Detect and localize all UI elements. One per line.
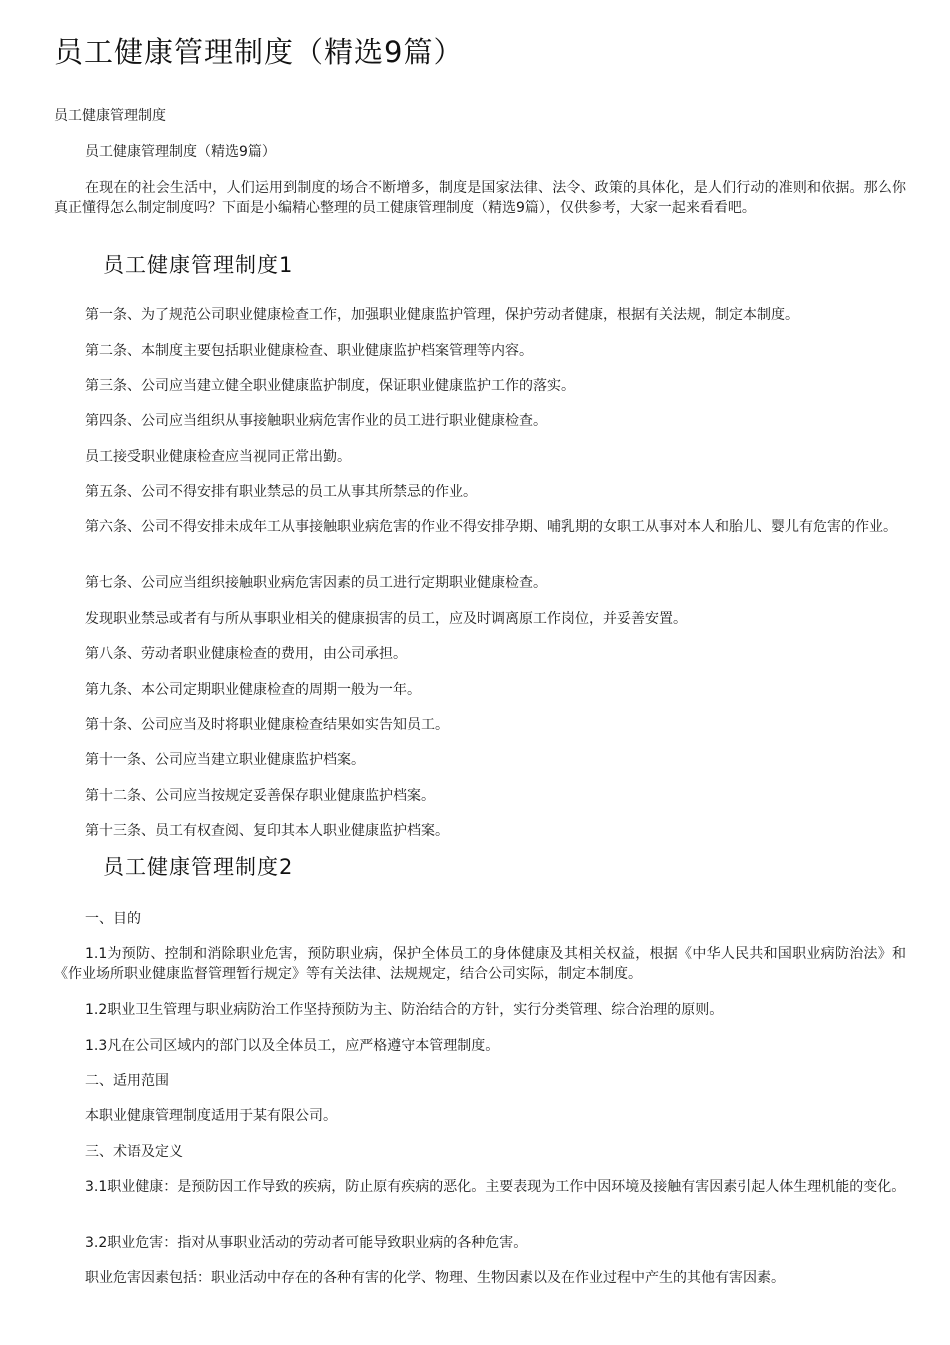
section2-paragraph: 职业危害因素包括：职业活动中存在的各种有害的化学、物理、生物因素以及在作业过程中产生的其他有害因素。 [85,1270,785,1286]
section1-paragraph: 第六条、公司不得安排未成年工从事接触职业病危害的作业不得安排孕期、哺乳期的女职工从事对本人和胎儿、婴儿有危害的作业。 [85,519,897,535]
section1-paragraph: 第十一条、公司应当建立职业健康监护档案。 [85,752,365,768]
section2-paragraph: 1.1为预防、控制和消除职业危害，预防职业病，保护全体员工的身体健康及其相关权益，根据《中华人民共和国职业病防治法》和《作业场所职业健康监督管理暂行规定》等有关法律、法规规定，结合公司实际，制定本制度。 [54,946,906,982]
section1-paragraph: 第五条、公司不得安排有职业禁忌的员工从事其所禁忌的作业。 [85,484,477,500]
section2-paragraph: 二、适用范围 [85,1073,169,1089]
section1-paragraph: 第十二条、公司应当按规定妥善保存职业健康监护档案。 [85,788,435,804]
section1-paragraph: 第一条、为了规范公司职业健康检查工作，加强职业健康监护管理，保护劳动者健康，根据有关法规，制定本制度。 [85,307,799,323]
section2-paragraph: 3.1职业健康：是预防因工作导致的疾病，防止原有疾病的恶化。主要表现为工作中因环境及接触有害因素引起人体生理机能的变化。 [85,1179,906,1195]
document-subtitle: 员工健康管理制度 [54,108,166,124]
section1-paragraph: 员工接受职业健康检查应当视同正常出勤。 [85,449,351,465]
section-heading-1: 员工健康管理制度1 [103,253,294,277]
section2-paragraph: 1.2职业卫生管理与职业病防治工作坚持预防为主、防治结合的方针，实行分类管理、综合治理的原则。 [85,1002,724,1018]
section2-paragraph: 3.2职业危害：指对从事职业活动的劳动者可能导致职业病的各种危害。 [85,1235,528,1251]
section1-paragraph: 第三条、公司应当建立健全职业健康监护制度，保证职业健康监护工作的落实。 [85,378,575,394]
section1-paragraph: 第二条、本制度主要包括职业健康检查、职业健康监护档案管理等内容。 [85,343,533,359]
section2-paragraph: 1.3凡在公司区域内的部门以及全体员工，应严格遵守本管理制度。 [85,1038,500,1054]
intro-title-line: 员工健康管理制度（精选9篇） [85,144,276,160]
section1-paragraph: 第十三条、员工有权查阅、复印其本人职业健康监护档案。 [85,823,449,839]
section1-paragraph: 第九条、本公司定期职业健康检查的周期一般为一年。 [85,682,421,698]
section1-paragraph: 第八条、劳动者职业健康检查的费用，由公司承担。 [85,646,407,662]
section1-paragraph: 第七条、公司应当组织接触职业病危害因素的员工进行定期职业健康检查。 [85,575,547,591]
section1-paragraph: 第十条、公司应当及时将职业健康检查结果如实告知员工。 [85,717,449,733]
intro-paragraph: 在现在的社会生活中，人们运用到制度的场合不断增多，制度是国家法律、法令、政策的具体化，是人们行动的准则和依据。那么你真正懂得怎么制定制度吗？下面是小编精心整理的员工健康管理制度（精选9篇），仅供参考，大家一起来看看吧。 [54,180,906,216]
document-title: 员工健康管理制度（精选9篇） [54,35,464,69]
section1-paragraph: 发现职业禁忌或者有与所从事职业相关的健康损害的员工，应及时调离原工作岗位，并妥善安置。 [85,611,687,627]
section2-paragraph: 本职业健康管理制度适用于某有限公司。 [85,1108,337,1124]
section2-paragraph: 一、目的 [85,911,141,927]
section1-paragraph: 第四条、公司应当组织从事接触职业病危害作业的员工进行职业健康检查。 [85,413,547,429]
section2-paragraph: 三、术语及定义 [85,1144,183,1160]
section-heading-2: 员工健康管理制度2 [103,855,294,879]
